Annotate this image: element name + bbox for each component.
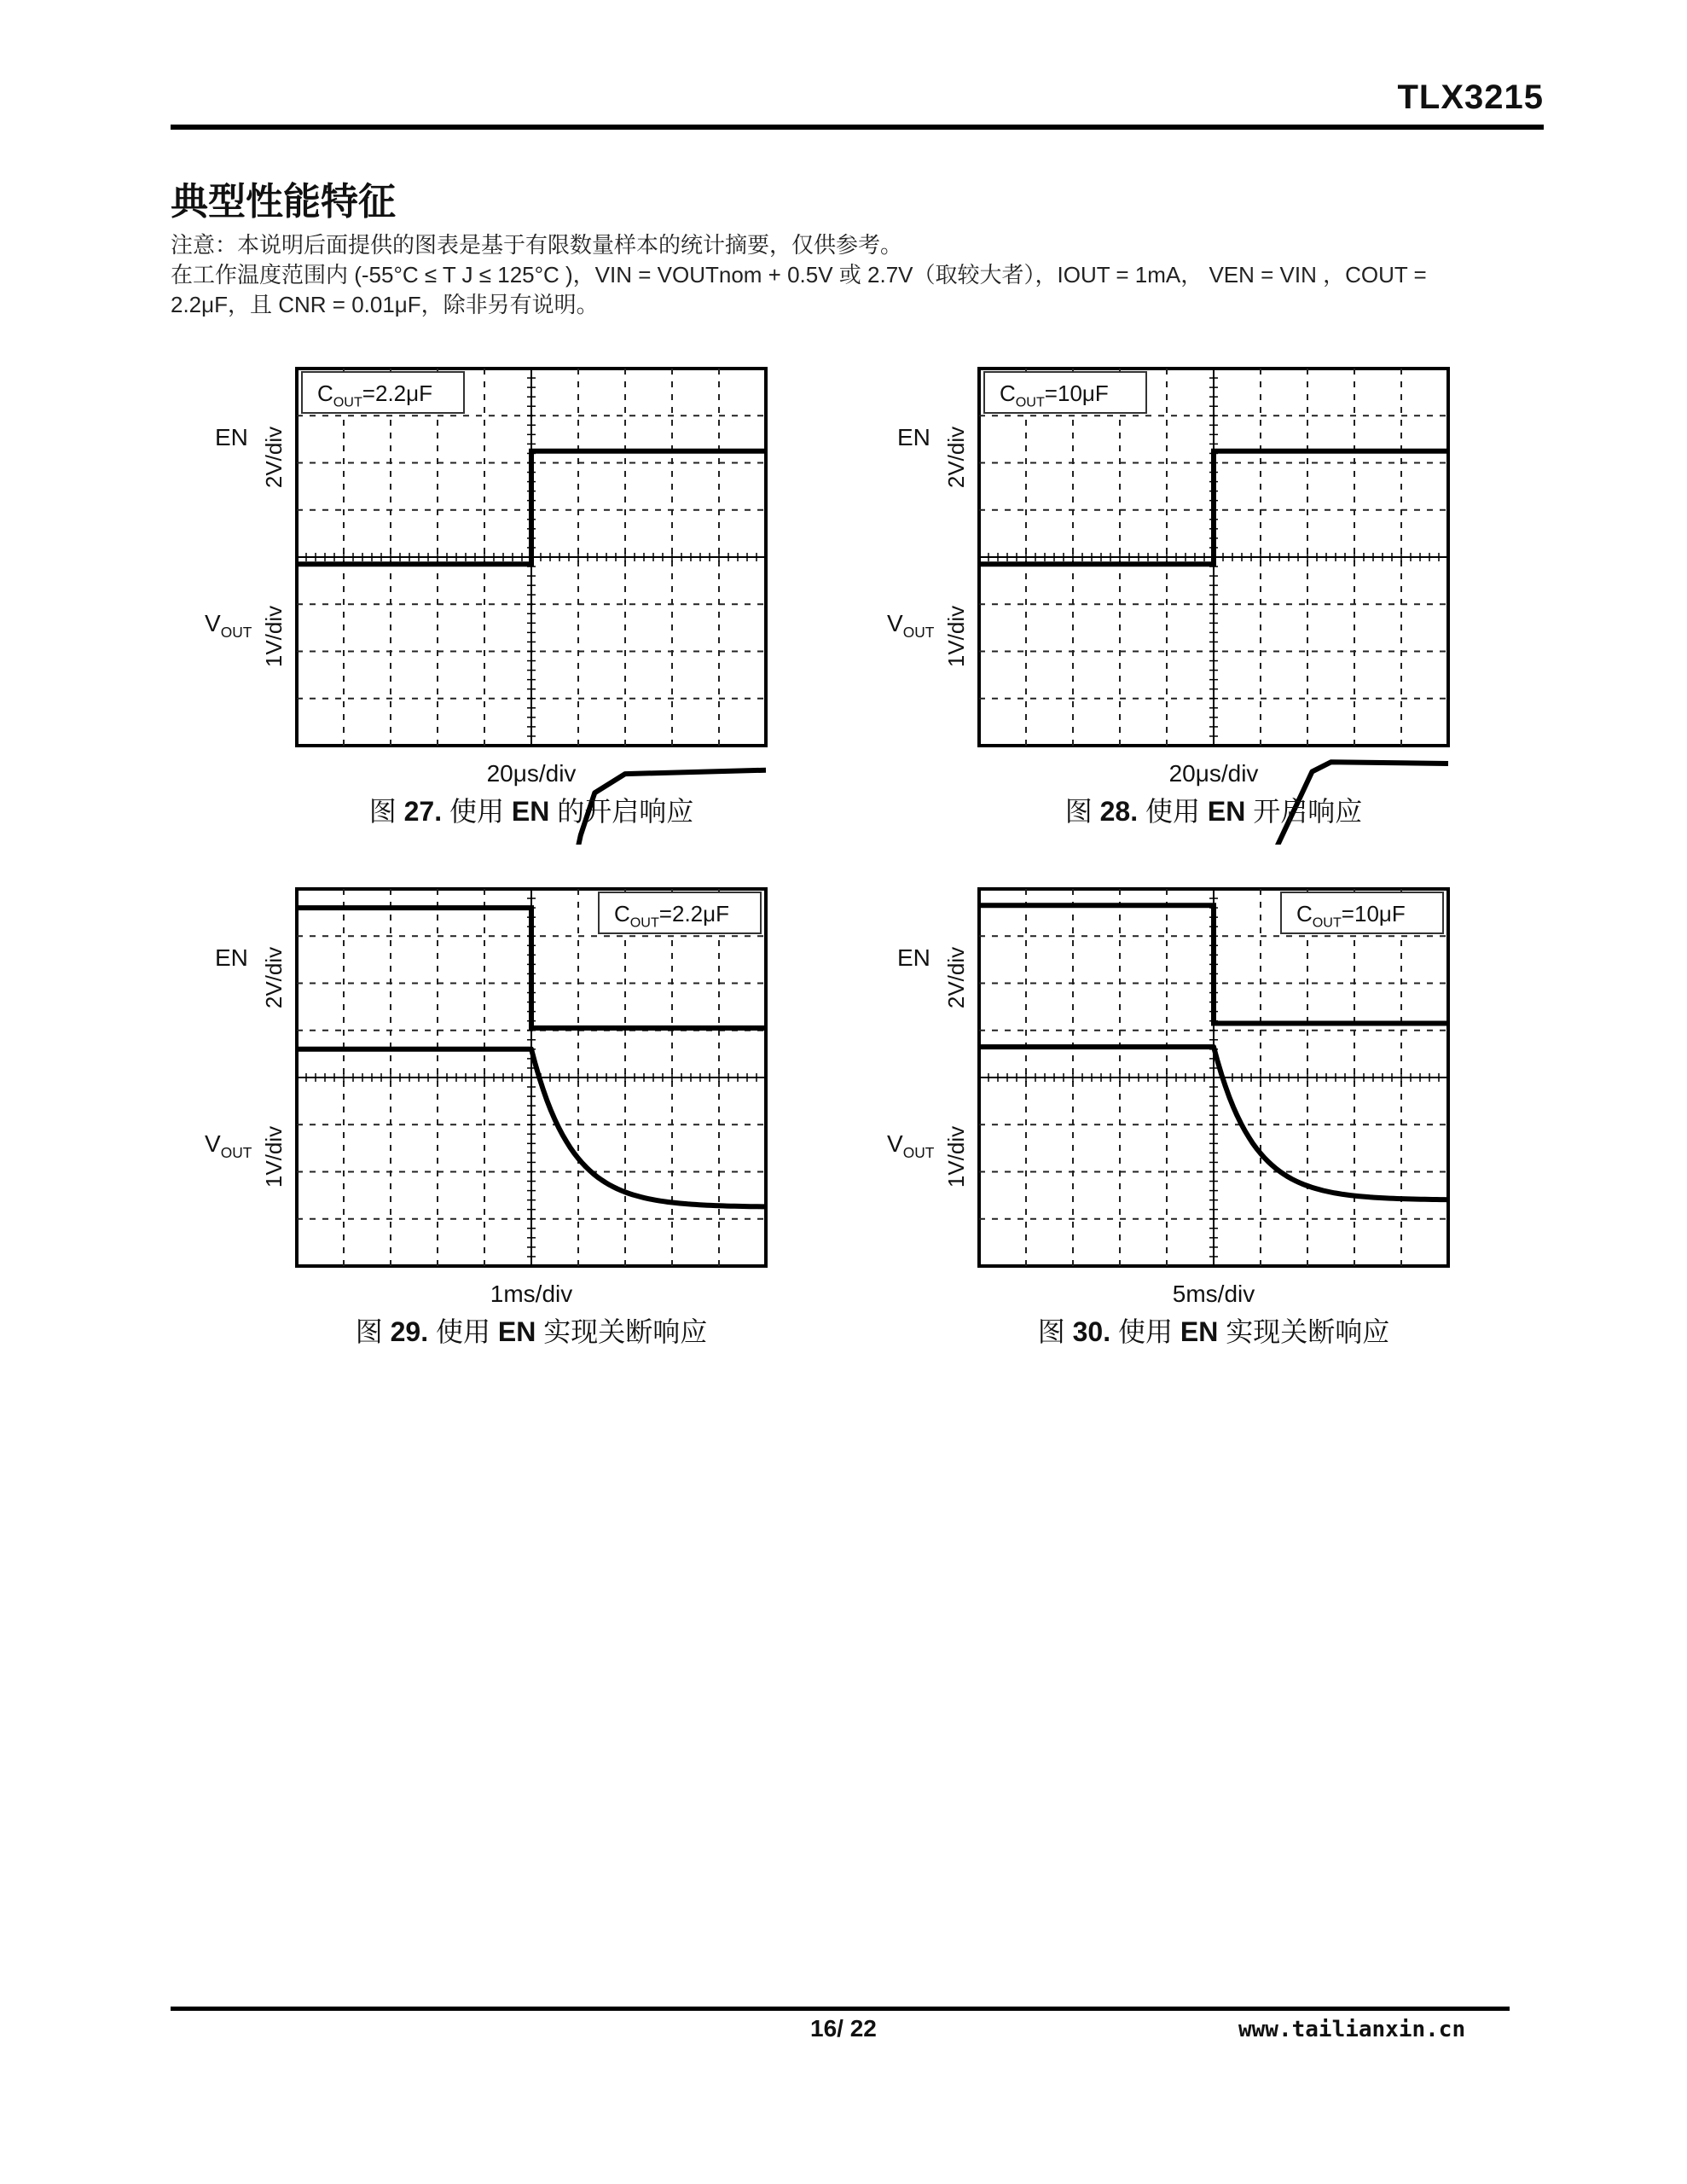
channel2-scale: 1V/div [943, 1125, 969, 1188]
channel1-scale: 2V/div [943, 946, 969, 1009]
figure-30 [853, 870, 1620, 1365]
note-line-1: 注意：本说明后面提供的图表是基于有限数量样本的统计摘要，仅供参考。 [171, 232, 903, 258]
channel1-label: EN [897, 424, 930, 450]
channel2-label: $V_{OUT}$ [205, 610, 252, 641]
section-title: 典型性能特征 [171, 181, 396, 223]
figure-28 [853, 350, 1620, 845]
figure-29 [171, 870, 938, 1365]
channel2-label: $V_{OUT}$ [887, 610, 935, 641]
note-line-3: 2.2μF，且 CNR = 0.01μF，除非另有说明。 [171, 292, 599, 317]
figure-caption: 图 28. 使用 EN 开启响应 [1064, 796, 1363, 827]
figure-27 [171, 350, 938, 845]
channel2-scale: 1V/div [943, 605, 969, 668]
figure-caption: 图 29. 使用 EN 实现关断响应 [355, 1316, 708, 1347]
scope-chart-fig30 [853, 870, 1620, 1365]
annotation-label: $C_{OUT}=10\mu F$ [1000, 380, 1109, 410]
annotation-label: $C_{OUT}=2.2\mu F$ [317, 380, 432, 410]
page-number: 16/ 22 [810, 2015, 877, 2042]
scope-chart-fig27 [171, 350, 938, 845]
scope-chart-fig29 [171, 870, 938, 1365]
channel2-scale: 1V/div [261, 605, 287, 668]
note-line-2: 在工作温度范围内 (-55°C ≤ T J ≤ 125°C )，VIN = VOUTnom + 0.5V 或 2.7V（取较大者），IOUT = 1mA， VEN = VIN ，COUT = [171, 262, 1427, 288]
scope-chart-fig28 [853, 350, 1620, 845]
channel1-label: EN [215, 944, 248, 971]
footer-rule [171, 2007, 1510, 2011]
channel1-label: EN [897, 944, 930, 971]
channel1-scale: 2V/div [943, 426, 969, 489]
website-link[interactable]: www.tailianxin.cn [1238, 2017, 1466, 2042]
document-title: TLX3215 [1397, 78, 1544, 116]
channel1-scale: 2V/div [261, 426, 287, 489]
annotation-label: $C_{OUT}=2.2\mu F$ [614, 901, 729, 931]
time-base-label: 20μs/div [1168, 760, 1259, 787]
figure-caption: 图 27. 使用 EN 的开启响应 [368, 796, 694, 827]
channel2-scale: 1V/div [261, 1125, 287, 1188]
channel2-label: $V_{OUT}$ [887, 1130, 935, 1161]
channel2-label: $V_{OUT}$ [205, 1130, 252, 1161]
channel1-label: EN [215, 424, 248, 450]
time-base-label: 5ms/div [1172, 1281, 1255, 1307]
channel1-scale: 2V/div [261, 946, 287, 1009]
annotation-label: $C_{OUT}=10\mu F$ [1296, 901, 1406, 931]
time-base-label: 20μs/div [486, 760, 577, 787]
header-rule [171, 125, 1544, 130]
figure-caption: 图 30. 使用 EN 实现关断响应 [1037, 1316, 1390, 1347]
time-base-label: 1ms/div [490, 1281, 573, 1307]
